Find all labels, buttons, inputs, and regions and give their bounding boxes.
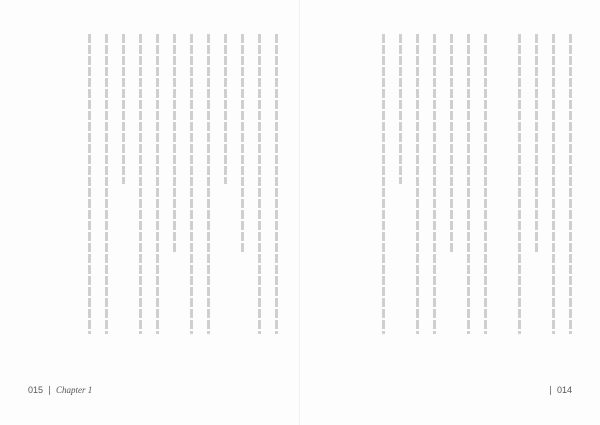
text-column [261, 30, 278, 360]
footer-divider [49, 386, 50, 395]
text-column [125, 30, 142, 360]
text-column [368, 30, 385, 360]
text-column [176, 30, 193, 360]
text-column [487, 30, 504, 360]
right-page-footer [544, 385, 572, 395]
text-column [555, 30, 572, 360]
right-page [300, 0, 600, 425]
text-column [419, 30, 436, 360]
text-column [436, 30, 453, 360]
text-column [108, 30, 125, 360]
right-page-body [322, 30, 572, 360]
text-column [193, 30, 210, 360]
text-column [470, 30, 487, 360]
text-column [74, 30, 91, 360]
text-column [521, 30, 538, 360]
text-column [159, 30, 176, 360]
text-column [91, 30, 108, 360]
text-column [453, 30, 470, 360]
text-column [504, 30, 521, 360]
text-column [385, 30, 402, 360]
text-column [244, 30, 261, 360]
text-column [538, 30, 555, 360]
text-column [210, 30, 227, 360]
text-column [402, 30, 419, 360]
page-number: 015 [28, 385, 44, 395]
text-column [227, 30, 244, 360]
page-number: 014 [556, 385, 572, 395]
chapter-label: Chapter 1 [56, 385, 93, 395]
left-page-body [28, 30, 278, 360]
footer-divider [550, 386, 551, 395]
left-page-footer [28, 385, 98, 395]
text-column [142, 30, 159, 360]
